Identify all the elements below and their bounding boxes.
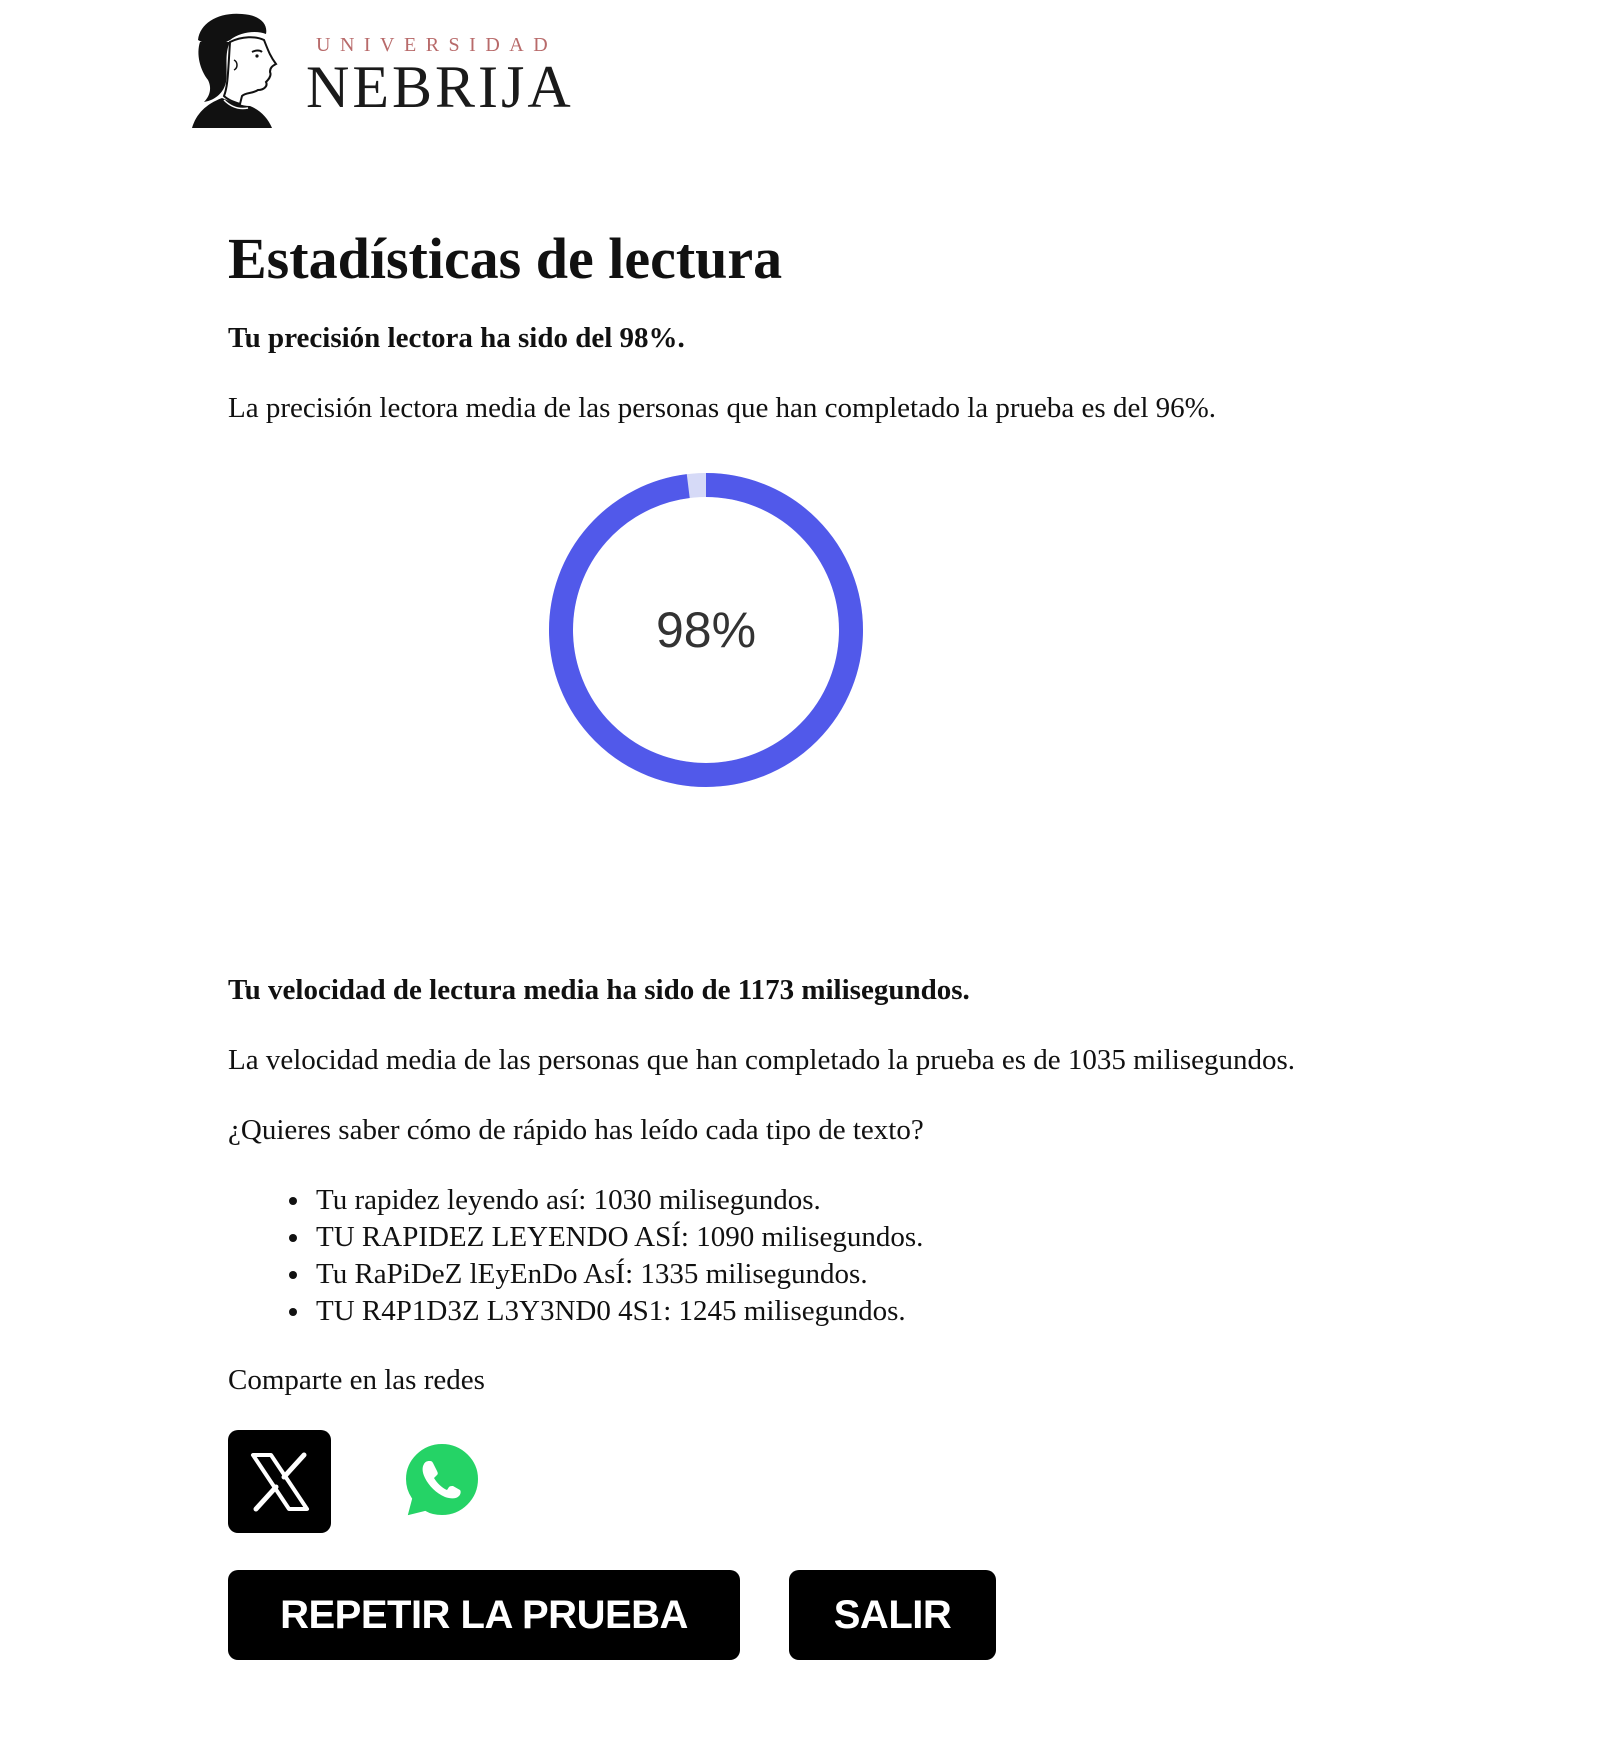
- page-title: Estadísticas de lectura: [228, 226, 783, 291]
- list-item: • TU R4P1D3Z L3Y3ND0 4S1: 1245 milisegundos.: [312, 1293, 1528, 1330]
- share-whatsapp-button[interactable]: [398, 1436, 486, 1524]
- share-x-button[interactable]: [228, 1430, 331, 1533]
- reading-stats-panel: [228, 222, 1528, 1662]
- list-item: • Tu rapidez leyendo así: 1030 milisegundos.: [312, 1182, 1528, 1219]
- university-logo: [190, 10, 610, 135]
- average-accuracy-text: La precisión lectora media de las personas que han completado la prueba es del 96%.: [228, 392, 1217, 424]
- exit-button[interactable]: SALIR: [789, 1570, 996, 1660]
- average-speed-text: La velocidad media de las personas que han completado la prueba es de 1035 milisegundos.: [228, 1044, 1296, 1076]
- logo-university-label: UNIVERSIDAD: [316, 34, 558, 56]
- action-buttons: [228, 1570, 1528, 1662]
- speed-breakdown-list: [228, 1182, 1528, 1330]
- list-item: • TU RAPIDEZ LEYENDO ASÍ: 1090 milisegundos.: [312, 1219, 1528, 1256]
- accuracy-donut-chart: [548, 472, 864, 788]
- donut-percentage-label: 98%: [655, 602, 757, 658]
- whatsapp-icon: [404, 1442, 480, 1518]
- x-icon: [247, 1449, 313, 1515]
- nebrija-portrait-icon: [190, 10, 286, 132]
- share-label: Comparte en las redes: [228, 1364, 485, 1396]
- logo-name: NEBRIJA: [306, 54, 574, 120]
- repeat-test-button[interactable]: REPETIR LA PRUEBA: [228, 1570, 740, 1660]
- list-item: • Tu RaPiDeZ lEyEnDo AsÍ: 1335 milisegundos.: [312, 1256, 1528, 1293]
- user-accuracy-text: Tu precisión lectora ha sido del 98%.: [228, 322, 685, 354]
- social-share-row: [228, 1430, 1528, 1536]
- user-speed-text: Tu velocidad de lectura media ha sido de 1173 milisegundos.: [228, 974, 970, 1006]
- speed-breakdown-question: ¿Quieres saber cómo de rápido has leído cada tipo de texto?: [228, 1114, 924, 1146]
